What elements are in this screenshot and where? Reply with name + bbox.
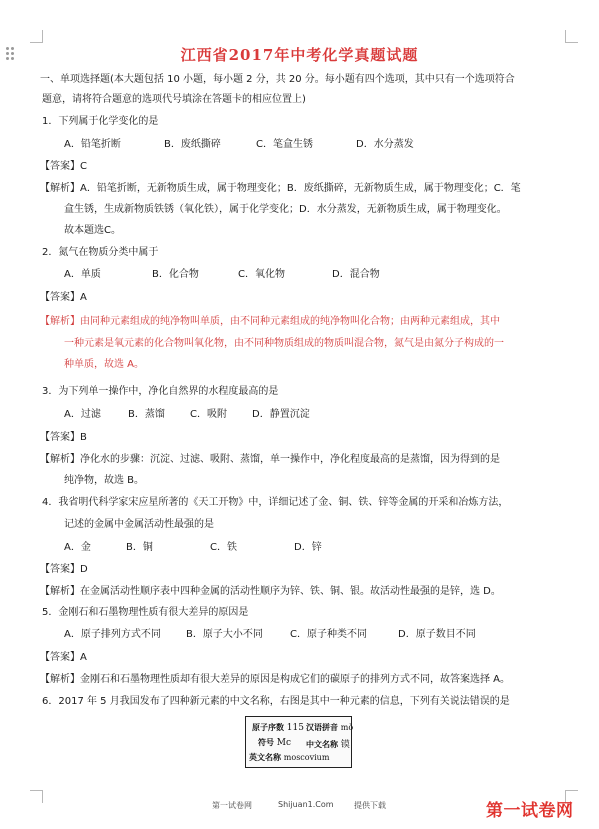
- q5-options: [64, 628, 544, 641]
- q1-analysis-line-3: 故本题选C。: [64, 225, 121, 236]
- q1-analysis-line-2: 盒生锈，生成新物质铁锈（氧化铁），属于化学变化；D．水分蒸发，无新物质生成，属于物理变化。: [64, 204, 507, 215]
- q4-option-d: D．锌: [294, 542, 322, 553]
- q2-option-d: D．混合物: [332, 269, 380, 280]
- q3-option-b: B．蒸馏: [128, 409, 165, 420]
- q3-analysis-line-1: 【解析】净化水的步骤：沉淀、过滤、吸附、蒸馏，单一操作中，净化程度最高的是蒸馏，因为得到的是: [40, 454, 500, 465]
- q3-option-c: C．吸附: [190, 409, 227, 420]
- atomic-number-value: 115: [286, 723, 304, 733]
- cn-name-label: 中文名称: [306, 739, 338, 749]
- q4-stem-line-1: 4．我省明代科学家宋应星所著的《天工开物》中，详细记述了金、铜、铁、锌等金属的开采和冶炼方法，: [42, 497, 509, 508]
- footer-site-url[interactable]: Shijuan1.Com: [278, 800, 334, 809]
- q2-option-c: C．氧化物: [238, 269, 285, 280]
- pinyin-value: mò: [340, 723, 354, 732]
- q2-option-a: A．单质: [64, 269, 101, 280]
- q4-option-b: B．铜: [126, 542, 153, 553]
- footer-site-name: 第一试卷网: [212, 801, 252, 810]
- q1-option-d: D．水分蒸发: [356, 139, 414, 150]
- cn-name-value: 镆: [340, 740, 350, 750]
- q3-options: [64, 408, 544, 421]
- q3-stem: 3．为下列单一操作中，净化自然界的水程度最高的是: [42, 386, 279, 397]
- q4-analysis-line-1: 【解析】在金属活动性顺序表中四种金属的活动性顺序为锌、铁、铜、银。故活动性最强的是锌，选 D。: [40, 586, 501, 597]
- q5-option-c: C．原子种类不同: [290, 629, 367, 640]
- q1-answer: 【答案】C: [40, 161, 87, 172]
- q4-option-a: A．金: [64, 542, 91, 553]
- document-title: 江西省2017年中考化学真题试题: [180, 46, 419, 64]
- q1-option-a: A．铅笔折断: [64, 139, 121, 150]
- q2-answer: 【答案】A: [40, 292, 87, 303]
- brand-logo: 第一试卷网: [486, 801, 574, 821]
- footer-provide-download: 提供下载: [354, 801, 386, 810]
- q1-stem: 1．下列属于化学变化的是: [42, 116, 159, 127]
- q5-option-a: A．原子排列方式不同: [64, 629, 161, 640]
- q5-answer: 【答案】A: [40, 652, 87, 663]
- q2-options: [64, 268, 544, 281]
- q4-stem-line-2: 记述的金属中金属活动性最强的是: [64, 519, 214, 530]
- crop-mark-top-left: [30, 30, 43, 43]
- q2-option-b: B．化合物: [152, 269, 199, 280]
- q2-stem: 2．氮气在物质分类中属于: [42, 247, 159, 258]
- q6-stem: 6．2017 年 5 月我国发布了四种新元素的中文名称，右图是其中一种元素的信息，下列有关说法错误的是: [42, 696, 510, 707]
- q4-options: [64, 541, 544, 554]
- q3-option-a: A．过滤: [64, 409, 101, 420]
- q4-answer: 【答案】D: [40, 564, 88, 575]
- q5-option-b: B．原子大小不同: [186, 629, 263, 640]
- q2-analysis-line-2: 一种元素是氧元素的化合物叫氧化物，由不同种物质组成的物质叫混合物，氮气是由氮分子构成的一: [64, 338, 504, 349]
- q3-analysis-line-2: 纯净物，故选 B。: [64, 475, 145, 486]
- q3-option-d: D．静置沉淀: [252, 409, 310, 420]
- q2-analysis-line-3: 种单质，故选 A。: [64, 359, 145, 370]
- q1-option-b: B．废纸撕碎: [164, 139, 221, 150]
- crop-mark-bottom-left: [30, 790, 43, 803]
- q4-option-c: C．铁: [210, 542, 237, 553]
- q5-option-d: D．原子数目不同: [398, 629, 476, 640]
- q2-analysis-line-1: 【解析】由同种元素组成的纯净物叫单质，由不同种元素组成的纯净物叫化合物；由两种元素组成，其中: [40, 316, 500, 327]
- q3-answer: 【答案】B: [40, 432, 87, 443]
- en-name-label: 英文名称: [249, 752, 281, 762]
- q5-analysis-line-1: 【解析】金刚石和石墨物理性质却有很大差异的原因是构成它们的碳原子的排列方式不同，故答案选择 A。: [40, 674, 511, 685]
- en-name-value: moscovium: [283, 753, 330, 762]
- section-header-line-1: 一、单项选择题(本大题包括 10 小题，每小题 2 分，共 20 分。每小题有四个选项，其中只有一个选项符合: [40, 74, 515, 85]
- q1-analysis-line-1: 【解析】A．铅笔折断，无新物质生成，属于物理变化；B．废纸撕碎，无新物质生成，属于物理变化；C．笔: [40, 183, 521, 194]
- q5-stem: 5．金刚石和石墨物理性质有很大差异的原因是: [42, 607, 249, 618]
- q1-option-c: C．笔盒生锈: [256, 139, 313, 150]
- section-header-line-2: 题意，请将符合题意的选项代号填涂在答题卡的相应位置上): [42, 94, 306, 105]
- crop-mark-top-right: [565, 30, 578, 43]
- q1-options: [64, 138, 544, 151]
- element-info-card: [245, 716, 352, 768]
- pinyin-label: 汉语拼音: [306, 722, 338, 732]
- symbol-value: Mc: [276, 738, 292, 748]
- symbol-label: 符号: [258, 737, 274, 747]
- atomic-number-label: 原子序数: [252, 722, 284, 732]
